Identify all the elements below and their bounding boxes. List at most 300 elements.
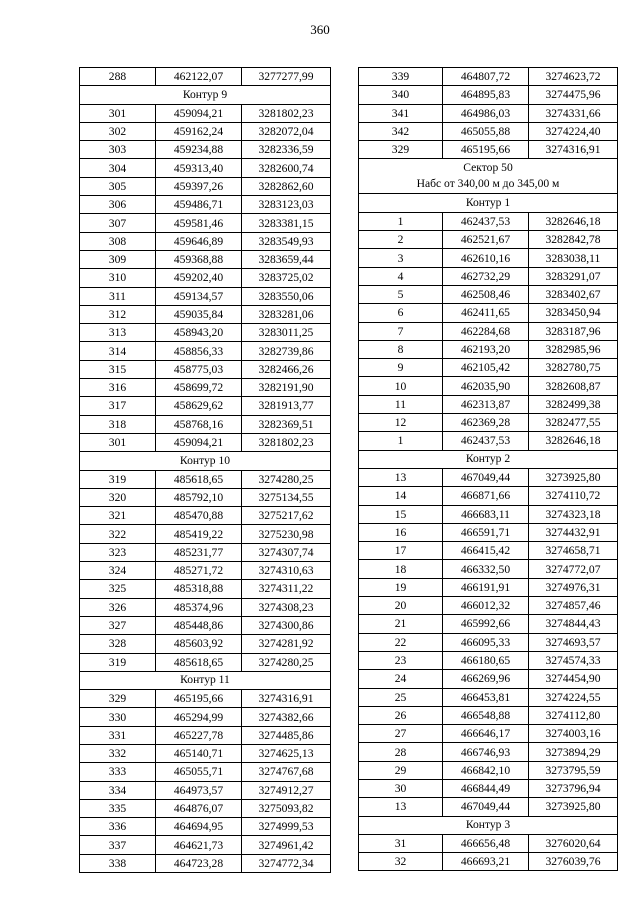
x-coordinate: 485792,10: [156, 488, 242, 506]
point-number: 5: [359, 285, 443, 303]
point-number: 313: [80, 324, 156, 342]
sector-header: [359, 159, 618, 194]
y-coordinate: 3281802,23: [242, 104, 331, 122]
y-coordinate: 3283281,06: [242, 305, 331, 323]
y-coordinate: 3283550,06: [242, 287, 331, 305]
table-row: [359, 212, 618, 230]
x-coordinate: 459646,89: [156, 232, 242, 250]
point-number: 4: [359, 267, 443, 285]
point-number: 324: [80, 562, 156, 580]
point-number: 330: [80, 708, 156, 726]
point-number: 25: [359, 688, 443, 706]
y-coordinate: 3274307,74: [242, 543, 331, 561]
point-number: 318: [80, 415, 156, 433]
coordinates-table-left: [79, 67, 331, 873]
point-number: 30: [359, 779, 443, 797]
x-coordinate: 464807,72: [443, 68, 529, 86]
table-row: [359, 853, 618, 871]
point-number: 310: [80, 269, 156, 287]
table-row: [359, 304, 618, 322]
x-coordinate: 466746,93: [443, 743, 529, 761]
table-row: [359, 340, 618, 358]
x-coordinate: 458629,62: [156, 397, 242, 415]
y-coordinate: 3274382,66: [242, 708, 331, 726]
x-coordinate: 462313,87: [443, 395, 529, 413]
point-number: 7: [359, 322, 443, 340]
y-coordinate: 3275134,55: [242, 488, 331, 506]
point-number: 342: [359, 122, 443, 140]
y-coordinate: 3273795,59: [529, 761, 618, 779]
y-coordinate: 3282499,38: [529, 395, 618, 413]
table-row: [80, 744, 331, 762]
x-coordinate: 459368,88: [156, 250, 242, 268]
x-coordinate: 465195,66: [156, 690, 242, 708]
table-row: [359, 688, 618, 706]
x-coordinate: 462610,16: [443, 249, 529, 267]
y-coordinate: 3274308,23: [242, 598, 331, 616]
table-row: [80, 324, 331, 342]
y-coordinate: 3273925,80: [529, 468, 618, 486]
x-coordinate: 485448,86: [156, 616, 242, 634]
y-coordinate: 3282608,87: [529, 377, 618, 395]
x-coordinate: 485231,77: [156, 543, 242, 561]
x-coordinate: 462508,46: [443, 285, 529, 303]
table-row: [80, 598, 331, 616]
point-number: 331: [80, 726, 156, 744]
y-coordinate: 3275093,82: [242, 799, 331, 817]
point-number: 21: [359, 615, 443, 633]
point-number: 319: [80, 653, 156, 671]
table-row: [80, 379, 331, 397]
x-coordinate: 465055,88: [443, 122, 529, 140]
point-number: 10: [359, 377, 443, 395]
x-coordinate: 485374,96: [156, 598, 242, 616]
x-coordinate: 458699,72: [156, 379, 242, 397]
point-number: 13: [359, 468, 443, 486]
y-coordinate: 3274658,71: [529, 542, 618, 560]
x-coordinate: 466012,32: [443, 597, 529, 615]
contour-header: Контур 11: [80, 671, 331, 689]
x-coordinate: 466548,88: [443, 706, 529, 724]
x-coordinate: 462193,20: [443, 340, 529, 358]
x-coordinate: 485618,65: [156, 470, 242, 488]
table-row: [359, 798, 618, 816]
x-coordinate: 466591,71: [443, 523, 529, 541]
y-coordinate: 3283123,03: [242, 196, 331, 214]
x-coordinate: 462284,68: [443, 322, 529, 340]
y-coordinate: 3282191,90: [242, 379, 331, 397]
y-coordinate: 3274999,53: [242, 818, 331, 836]
x-coordinate: 466871,66: [443, 487, 529, 505]
sector-header-row: [359, 159, 618, 194]
x-coordinate: 459397,26: [156, 177, 242, 195]
point-number: 20: [359, 597, 443, 615]
y-coordinate: 3283011,25: [242, 324, 331, 342]
point-number: 31: [359, 834, 443, 852]
table-row: [80, 415, 331, 433]
point-number: 9: [359, 359, 443, 377]
point-number: 303: [80, 141, 156, 159]
table-row: [80, 397, 331, 415]
point-number: 341: [359, 104, 443, 122]
point-number: 327: [80, 616, 156, 634]
point-number: 301: [80, 104, 156, 122]
point-number: 328: [80, 635, 156, 653]
x-coordinate: 465195,66: [443, 141, 529, 159]
x-coordinate: 485271,72: [156, 562, 242, 580]
point-number: 319: [80, 470, 156, 488]
y-coordinate: 3283549,93: [242, 232, 331, 250]
table-row: [359, 395, 618, 413]
point-number: 29: [359, 761, 443, 779]
point-number: 32: [359, 853, 443, 871]
table-row: [80, 690, 331, 708]
x-coordinate: 459134,57: [156, 287, 242, 305]
x-coordinate: 466191,91: [443, 578, 529, 596]
contour-header-row: [359, 816, 618, 834]
x-coordinate: 462105,42: [443, 359, 529, 377]
point-number: 6: [359, 304, 443, 322]
table-row: [80, 818, 331, 836]
table-row: [80, 763, 331, 781]
x-coordinate: 459094,21: [156, 433, 242, 451]
y-coordinate: 3274316,91: [242, 690, 331, 708]
y-coordinate: 3276039,76: [529, 853, 618, 871]
table-row: [80, 488, 331, 506]
table-row: [359, 104, 618, 122]
x-coordinate: 462437,53: [443, 432, 529, 450]
x-coordinate: 464621,73: [156, 836, 242, 854]
table-row: [80, 433, 331, 451]
y-coordinate: 3282466,26: [242, 360, 331, 378]
table-row: [359, 249, 618, 267]
table-row: [80, 287, 331, 305]
y-coordinate: 3274300,86: [242, 616, 331, 634]
contour-header: Контур 1: [359, 194, 618, 212]
point-number: 321: [80, 507, 156, 525]
y-coordinate: 3274767,68: [242, 763, 331, 781]
sector-title: Сектор 50: [463, 161, 513, 175]
table-row: [80, 470, 331, 488]
x-coordinate: 466269,96: [443, 670, 529, 688]
point-number: 309: [80, 250, 156, 268]
x-coordinate: 459313,40: [156, 159, 242, 177]
y-coordinate: 3282072,04: [242, 122, 331, 140]
table-row: [359, 359, 618, 377]
y-coordinate: 3274574,33: [529, 651, 618, 669]
x-coordinate: 459162,24: [156, 122, 242, 140]
y-coordinate: 3275230,98: [242, 525, 331, 543]
point-number: 307: [80, 214, 156, 232]
point-number: 308: [80, 232, 156, 250]
y-coordinate: 3282600,74: [242, 159, 331, 177]
point-number: 338: [80, 854, 156, 872]
contour-header-row: [80, 671, 331, 689]
x-coordinate: 485419,22: [156, 525, 242, 543]
table-row: [80, 562, 331, 580]
contour-header: Контур 9: [80, 86, 331, 104]
y-coordinate: 3283291,07: [529, 267, 618, 285]
y-coordinate: 3274311,22: [242, 580, 331, 598]
y-coordinate: 3282477,55: [529, 414, 618, 432]
point-number: 8: [359, 340, 443, 358]
y-coordinate: 3275217,62: [242, 507, 331, 525]
table-row: [80, 232, 331, 250]
point-number: 334: [80, 781, 156, 799]
point-number: 23: [359, 651, 443, 669]
point-number: 301: [80, 433, 156, 451]
table-row: [80, 342, 331, 360]
x-coordinate: 464723,28: [156, 854, 242, 872]
x-coordinate: 466693,21: [443, 853, 529, 871]
contour-header: Контур 10: [80, 452, 331, 470]
y-coordinate: 3282336,59: [242, 141, 331, 159]
table-row: [80, 305, 331, 323]
y-coordinate: 3274110,72: [529, 487, 618, 505]
y-coordinate: 3274112,80: [529, 706, 618, 724]
y-coordinate: 3282862,60: [242, 177, 331, 195]
x-coordinate: 485618,65: [156, 653, 242, 671]
table-row: [359, 779, 618, 797]
point-number: 16: [359, 523, 443, 541]
table-row: [80, 854, 331, 872]
table-row: [359, 68, 618, 86]
x-coordinate: 466180,65: [443, 651, 529, 669]
y-coordinate: 3274912,27: [242, 781, 331, 799]
point-number: 18: [359, 560, 443, 578]
table-row: [359, 141, 618, 159]
contour-header: Контур 3: [359, 816, 618, 834]
x-coordinate: 466646,17: [443, 725, 529, 743]
y-coordinate: 3281802,23: [242, 433, 331, 451]
x-coordinate: 459234,88: [156, 141, 242, 159]
y-coordinate: 3274316,91: [529, 141, 618, 159]
table-row: [359, 231, 618, 249]
y-coordinate: 3274280,25: [242, 653, 331, 671]
y-coordinate: 3283725,02: [242, 269, 331, 287]
point-number: 332: [80, 744, 156, 762]
table-row: [359, 267, 618, 285]
y-coordinate: 3273894,29: [529, 743, 618, 761]
table-row: [359, 743, 618, 761]
point-number: 314: [80, 342, 156, 360]
table-row: [80, 726, 331, 744]
table-row: [80, 177, 331, 195]
table-row: [359, 651, 618, 669]
x-coordinate: 466844,49: [443, 779, 529, 797]
table-row: [80, 214, 331, 232]
y-coordinate: 3274857,46: [529, 597, 618, 615]
x-coordinate: 458856,33: [156, 342, 242, 360]
x-coordinate: 467049,44: [443, 468, 529, 486]
x-coordinate: 464986,03: [443, 104, 529, 122]
y-coordinate: 3274280,25: [242, 470, 331, 488]
point-number: 333: [80, 763, 156, 781]
x-coordinate: 466332,50: [443, 560, 529, 578]
table-row: [80, 360, 331, 378]
y-coordinate: 3273925,80: [529, 798, 618, 816]
y-coordinate: 3274454,90: [529, 670, 618, 688]
point-number: 323: [80, 543, 156, 561]
table-row: [359, 633, 618, 651]
point-number: 329: [359, 141, 443, 159]
x-coordinate: 466842,10: [443, 761, 529, 779]
x-coordinate: 466415,42: [443, 542, 529, 560]
y-coordinate: 3277277,99: [242, 68, 331, 86]
x-coordinate: 462732,29: [443, 267, 529, 285]
y-coordinate: 3283038,11: [529, 249, 618, 267]
point-number: 317: [80, 397, 156, 415]
x-coordinate: 462035,90: [443, 377, 529, 395]
point-number: 335: [80, 799, 156, 817]
point-number: 28: [359, 743, 443, 761]
point-number: 24: [359, 670, 443, 688]
table-row: [359, 761, 618, 779]
table-row: [80, 616, 331, 634]
y-coordinate: 3282842,78: [529, 231, 618, 249]
y-coordinate: 3274475,96: [529, 86, 618, 104]
point-number: 14: [359, 487, 443, 505]
point-number: 11: [359, 395, 443, 413]
x-coordinate: 459486,71: [156, 196, 242, 214]
point-number: 2: [359, 231, 443, 249]
table-row: [80, 250, 331, 268]
point-number: 326: [80, 598, 156, 616]
x-coordinate: 459094,21: [156, 104, 242, 122]
x-coordinate: 459581,46: [156, 214, 242, 232]
table-row: [80, 708, 331, 726]
contour-header-row: [359, 450, 618, 468]
table-row: [359, 542, 618, 560]
y-coordinate: 3282985,96: [529, 340, 618, 358]
x-coordinate: 465992,66: [443, 615, 529, 633]
table-row: [359, 560, 618, 578]
y-coordinate: 3282369,51: [242, 415, 331, 433]
table-row: [80, 507, 331, 525]
table-row: [80, 122, 331, 140]
point-number: 17: [359, 542, 443, 560]
y-coordinate: 3274976,31: [529, 578, 618, 596]
table-row: [359, 706, 618, 724]
table-row: [359, 377, 618, 395]
coordinates-table-right: [358, 67, 618, 871]
point-number: 312: [80, 305, 156, 323]
x-coordinate: 467049,44: [443, 798, 529, 816]
y-coordinate: 3274772,34: [242, 854, 331, 872]
x-coordinate: 465055,71: [156, 763, 242, 781]
table-row: [359, 615, 618, 633]
table-row: [359, 285, 618, 303]
point-number: 340: [359, 86, 443, 104]
table-row: [80, 104, 331, 122]
table-row: [80, 269, 331, 287]
y-coordinate: 3282739,86: [242, 342, 331, 360]
x-coordinate: 485318,88: [156, 580, 242, 598]
table-row: [80, 525, 331, 543]
contour-header: Контур 2: [359, 450, 618, 468]
point-number: 315: [80, 360, 156, 378]
point-number: 322: [80, 525, 156, 543]
table-row: [359, 414, 618, 432]
y-coordinate: 3274485,86: [242, 726, 331, 744]
table-row: [359, 523, 618, 541]
x-coordinate: 485603,92: [156, 635, 242, 653]
table-row: [359, 122, 618, 140]
point-number: 22: [359, 633, 443, 651]
table-row: [80, 159, 331, 177]
y-coordinate: 3283402,67: [529, 285, 618, 303]
x-coordinate: 464973,57: [156, 781, 242, 799]
y-coordinate: 3274310,63: [242, 562, 331, 580]
y-coordinate: 3273796,94: [529, 779, 618, 797]
point-number: 337: [80, 836, 156, 854]
x-coordinate: 485470,88: [156, 507, 242, 525]
table-row: [80, 196, 331, 214]
table-row: [359, 597, 618, 615]
page-number: 360: [310, 22, 330, 37]
x-coordinate: 465140,71: [156, 744, 242, 762]
x-coordinate: 458943,20: [156, 324, 242, 342]
x-coordinate: 464694,95: [156, 818, 242, 836]
y-coordinate: 3274844,43: [529, 615, 618, 633]
point-number: 320: [80, 488, 156, 506]
table-row: [80, 836, 331, 854]
point-number: 3: [359, 249, 443, 267]
point-number: 325: [80, 580, 156, 598]
x-coordinate: 458768,16: [156, 415, 242, 433]
table-row: [80, 653, 331, 671]
table-row: [359, 86, 618, 104]
y-coordinate: 3282780,75: [529, 359, 618, 377]
point-number: 329: [80, 690, 156, 708]
point-number: 339: [359, 68, 443, 86]
point-number: 1: [359, 212, 443, 230]
table-row: [359, 725, 618, 743]
y-coordinate: 3274772,07: [529, 560, 618, 578]
table-row: [359, 505, 618, 523]
x-coordinate: 466453,81: [443, 688, 529, 706]
point-number: 12: [359, 414, 443, 432]
x-coordinate: 464895,83: [443, 86, 529, 104]
x-coordinate: 466683,11: [443, 505, 529, 523]
y-coordinate: 3283450,94: [529, 304, 618, 322]
x-coordinate: 465294,99: [156, 708, 242, 726]
x-coordinate: 462411,65: [443, 304, 529, 322]
table-row: [80, 781, 331, 799]
table-row: [359, 487, 618, 505]
table-row: [80, 580, 331, 598]
x-coordinate: 462521,67: [443, 231, 529, 249]
y-coordinate: 3274281,92: [242, 635, 331, 653]
y-coordinate: 3283381,15: [242, 214, 331, 232]
y-coordinate: 3283659,44: [242, 250, 331, 268]
y-coordinate: 3274224,40: [529, 122, 618, 140]
point-number: 304: [80, 159, 156, 177]
y-coordinate: 3274003,16: [529, 725, 618, 743]
point-number: 305: [80, 177, 156, 195]
x-coordinate: 466095,33: [443, 633, 529, 651]
y-coordinate: 3274331,66: [529, 104, 618, 122]
x-coordinate: 464876,07: [156, 799, 242, 817]
point-number: 19: [359, 578, 443, 596]
y-coordinate: 3274224,55: [529, 688, 618, 706]
table-row: [80, 635, 331, 653]
x-coordinate: 459202,40: [156, 269, 242, 287]
point-number: 288: [80, 68, 156, 86]
table-row: [359, 670, 618, 688]
table-row: [80, 543, 331, 561]
table-row: [80, 799, 331, 817]
